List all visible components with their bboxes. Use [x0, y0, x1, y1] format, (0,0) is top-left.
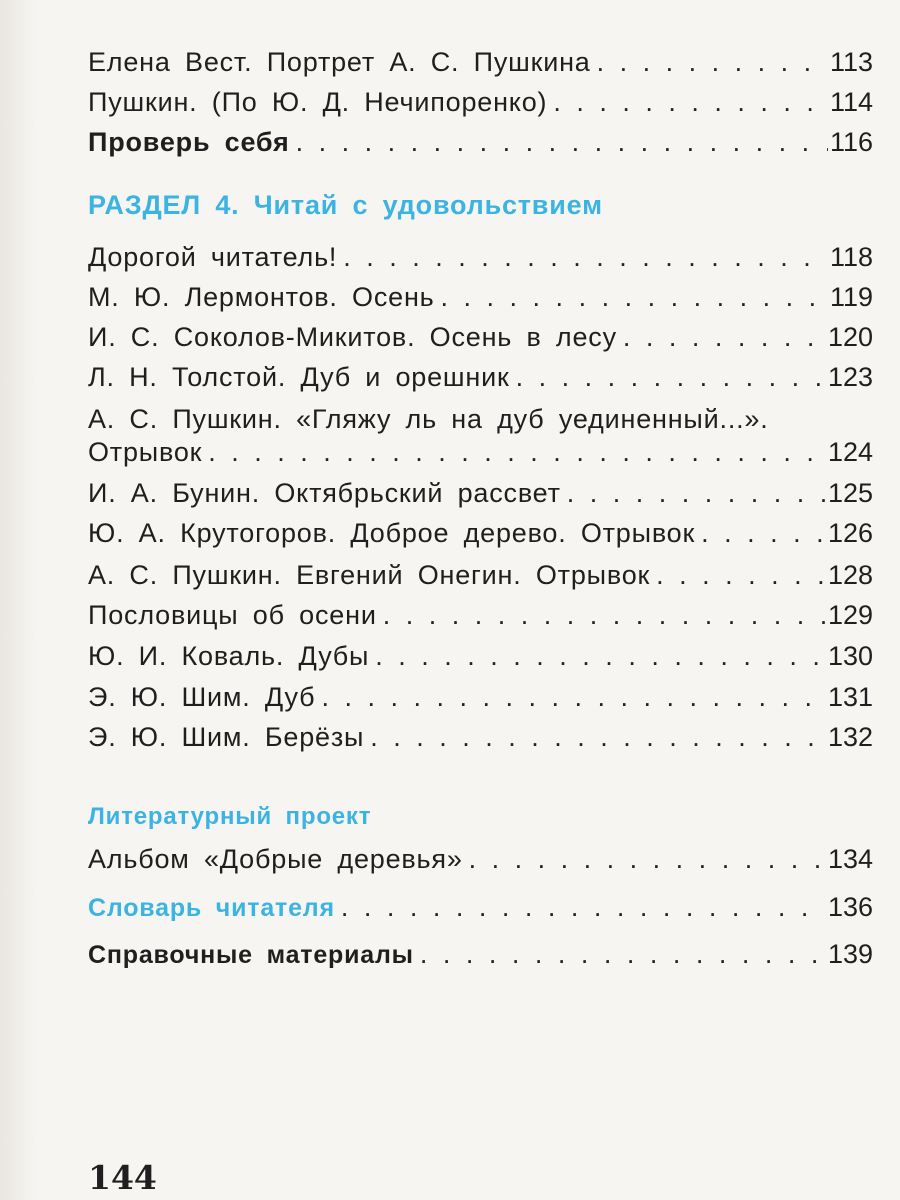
toc-entry-page: 126	[827, 518, 873, 548]
toc-entry-page: 118	[829, 242, 873, 272]
toc-entry-title-line2: Отрывок	[88, 437, 203, 467]
leader-dots	[441, 281, 828, 313]
toc-entry-title-line1: А. С. Пушкин. «Гляжу ль на дуб уединенный...».	[88, 404, 769, 434]
toc-entry-page: 125	[827, 478, 873, 508]
toc-entry-title: Проверь себя	[88, 127, 290, 157]
toc-entry-page: 129	[827, 600, 873, 630]
leader-dots	[567, 477, 826, 509]
toc-entry-page: 113	[829, 47, 873, 77]
toc-entry	[88, 721, 873, 753]
toc-entry	[88, 559, 873, 591]
leader-dots	[341, 891, 826, 923]
toc-entry-title: Дорогой читатель!	[88, 242, 338, 272]
toc-entry-title: Ю. И. Коваль. Дубы	[88, 641, 370, 671]
leader-dots	[321, 681, 826, 713]
toc-entry-title: Пушкин. (По Ю. Д. Нечипоренко)	[88, 87, 548, 117]
toc-entry	[88, 46, 873, 78]
toc-entry-dictionary	[88, 891, 873, 924]
toc-entry-title: Пословицы об осени	[88, 600, 377, 630]
toc-entry-title: А. С. Пушкин. Евгений Онегин. Отрывок	[88, 560, 651, 590]
leader-dots	[296, 126, 828, 158]
toc-entry-page: 120	[827, 322, 873, 352]
toc-entry-page: 128	[827, 560, 873, 590]
toc-entry	[88, 599, 873, 631]
toc-entry-page: 134	[827, 844, 873, 874]
toc-entry-page: 116	[829, 127, 873, 157]
toc-entry	[88, 640, 873, 672]
toc-entry	[88, 517, 873, 549]
section-heading: РАЗДЕЛ 4. Читай с удовольствием	[88, 190, 603, 220]
toc-entry-page: 131	[827, 682, 873, 712]
toc-entry	[88, 436, 873, 468]
toc-entry-page: 136	[827, 892, 873, 922]
toc-entry-title: Справочные материалы	[88, 941, 414, 969]
leader-dots	[701, 517, 826, 549]
page-gutter	[0, 0, 36, 1200]
toc-entry-title: И. А. Бунин. Октябрьский рассвет	[88, 478, 561, 508]
toc-entry	[88, 281, 873, 313]
toc-entry	[88, 843, 873, 875]
leader-dots	[370, 721, 826, 753]
leader-dots	[375, 640, 826, 672]
toc-entry	[88, 361, 873, 393]
leader-dots	[383, 599, 826, 631]
toc-entry-page: 119	[829, 282, 873, 312]
toc-entry	[88, 477, 873, 509]
leader-dots	[420, 938, 826, 970]
toc-entry	[88, 241, 873, 273]
leader-dots	[623, 321, 826, 353]
toc-entry-title: Альбом «Добрые деревья»	[88, 844, 463, 874]
leader-dots	[597, 46, 828, 78]
toc-entry-page: 124	[827, 437, 873, 467]
toc-entry-title: Ю. А. Крутогоров. Доброе дерево. Отрывок	[88, 518, 696, 548]
page-number: 144	[88, 1158, 157, 1197]
toc-entry-title: И. С. Соколов-Микитов. Осень в лесу	[88, 322, 617, 352]
leader-dots	[553, 86, 828, 118]
leader-dots	[208, 436, 826, 468]
toc-entry-page: 130	[827, 641, 873, 671]
toc-entry	[88, 321, 873, 353]
toc-entry-title: Э. Ю. Шим. Берёзы	[88, 722, 365, 752]
toc-entry-page: 132	[827, 722, 873, 752]
toc-entry-page: 114	[829, 87, 873, 117]
toc-entry-title: Л. Н. Толстой. Дуб и орешник	[88, 362, 510, 392]
toc-entry-title: Елена Вест. Портрет А. С. Пушкина	[88, 47, 591, 77]
leader-dots	[516, 361, 826, 393]
toc-entry-check-yourself	[88, 126, 873, 158]
literary-project-heading: Литературный проект	[88, 803, 372, 830]
toc-entry-title: Словарь читателя	[88, 894, 335, 922]
toc-entry	[88, 681, 873, 713]
toc-entry-page: 123	[827, 362, 873, 392]
toc-entry-title: Э. Ю. Шим. Дуб	[88, 682, 316, 712]
leader-dots	[469, 843, 826, 875]
toc-entry-title: М. Ю. Лермонтов. Осень	[88, 282, 435, 312]
toc-entry	[88, 86, 873, 118]
toc-entry-reference	[88, 938, 873, 971]
leader-dots	[656, 559, 826, 591]
leader-dots	[343, 241, 828, 273]
toc-entry-page: 139	[827, 939, 873, 969]
